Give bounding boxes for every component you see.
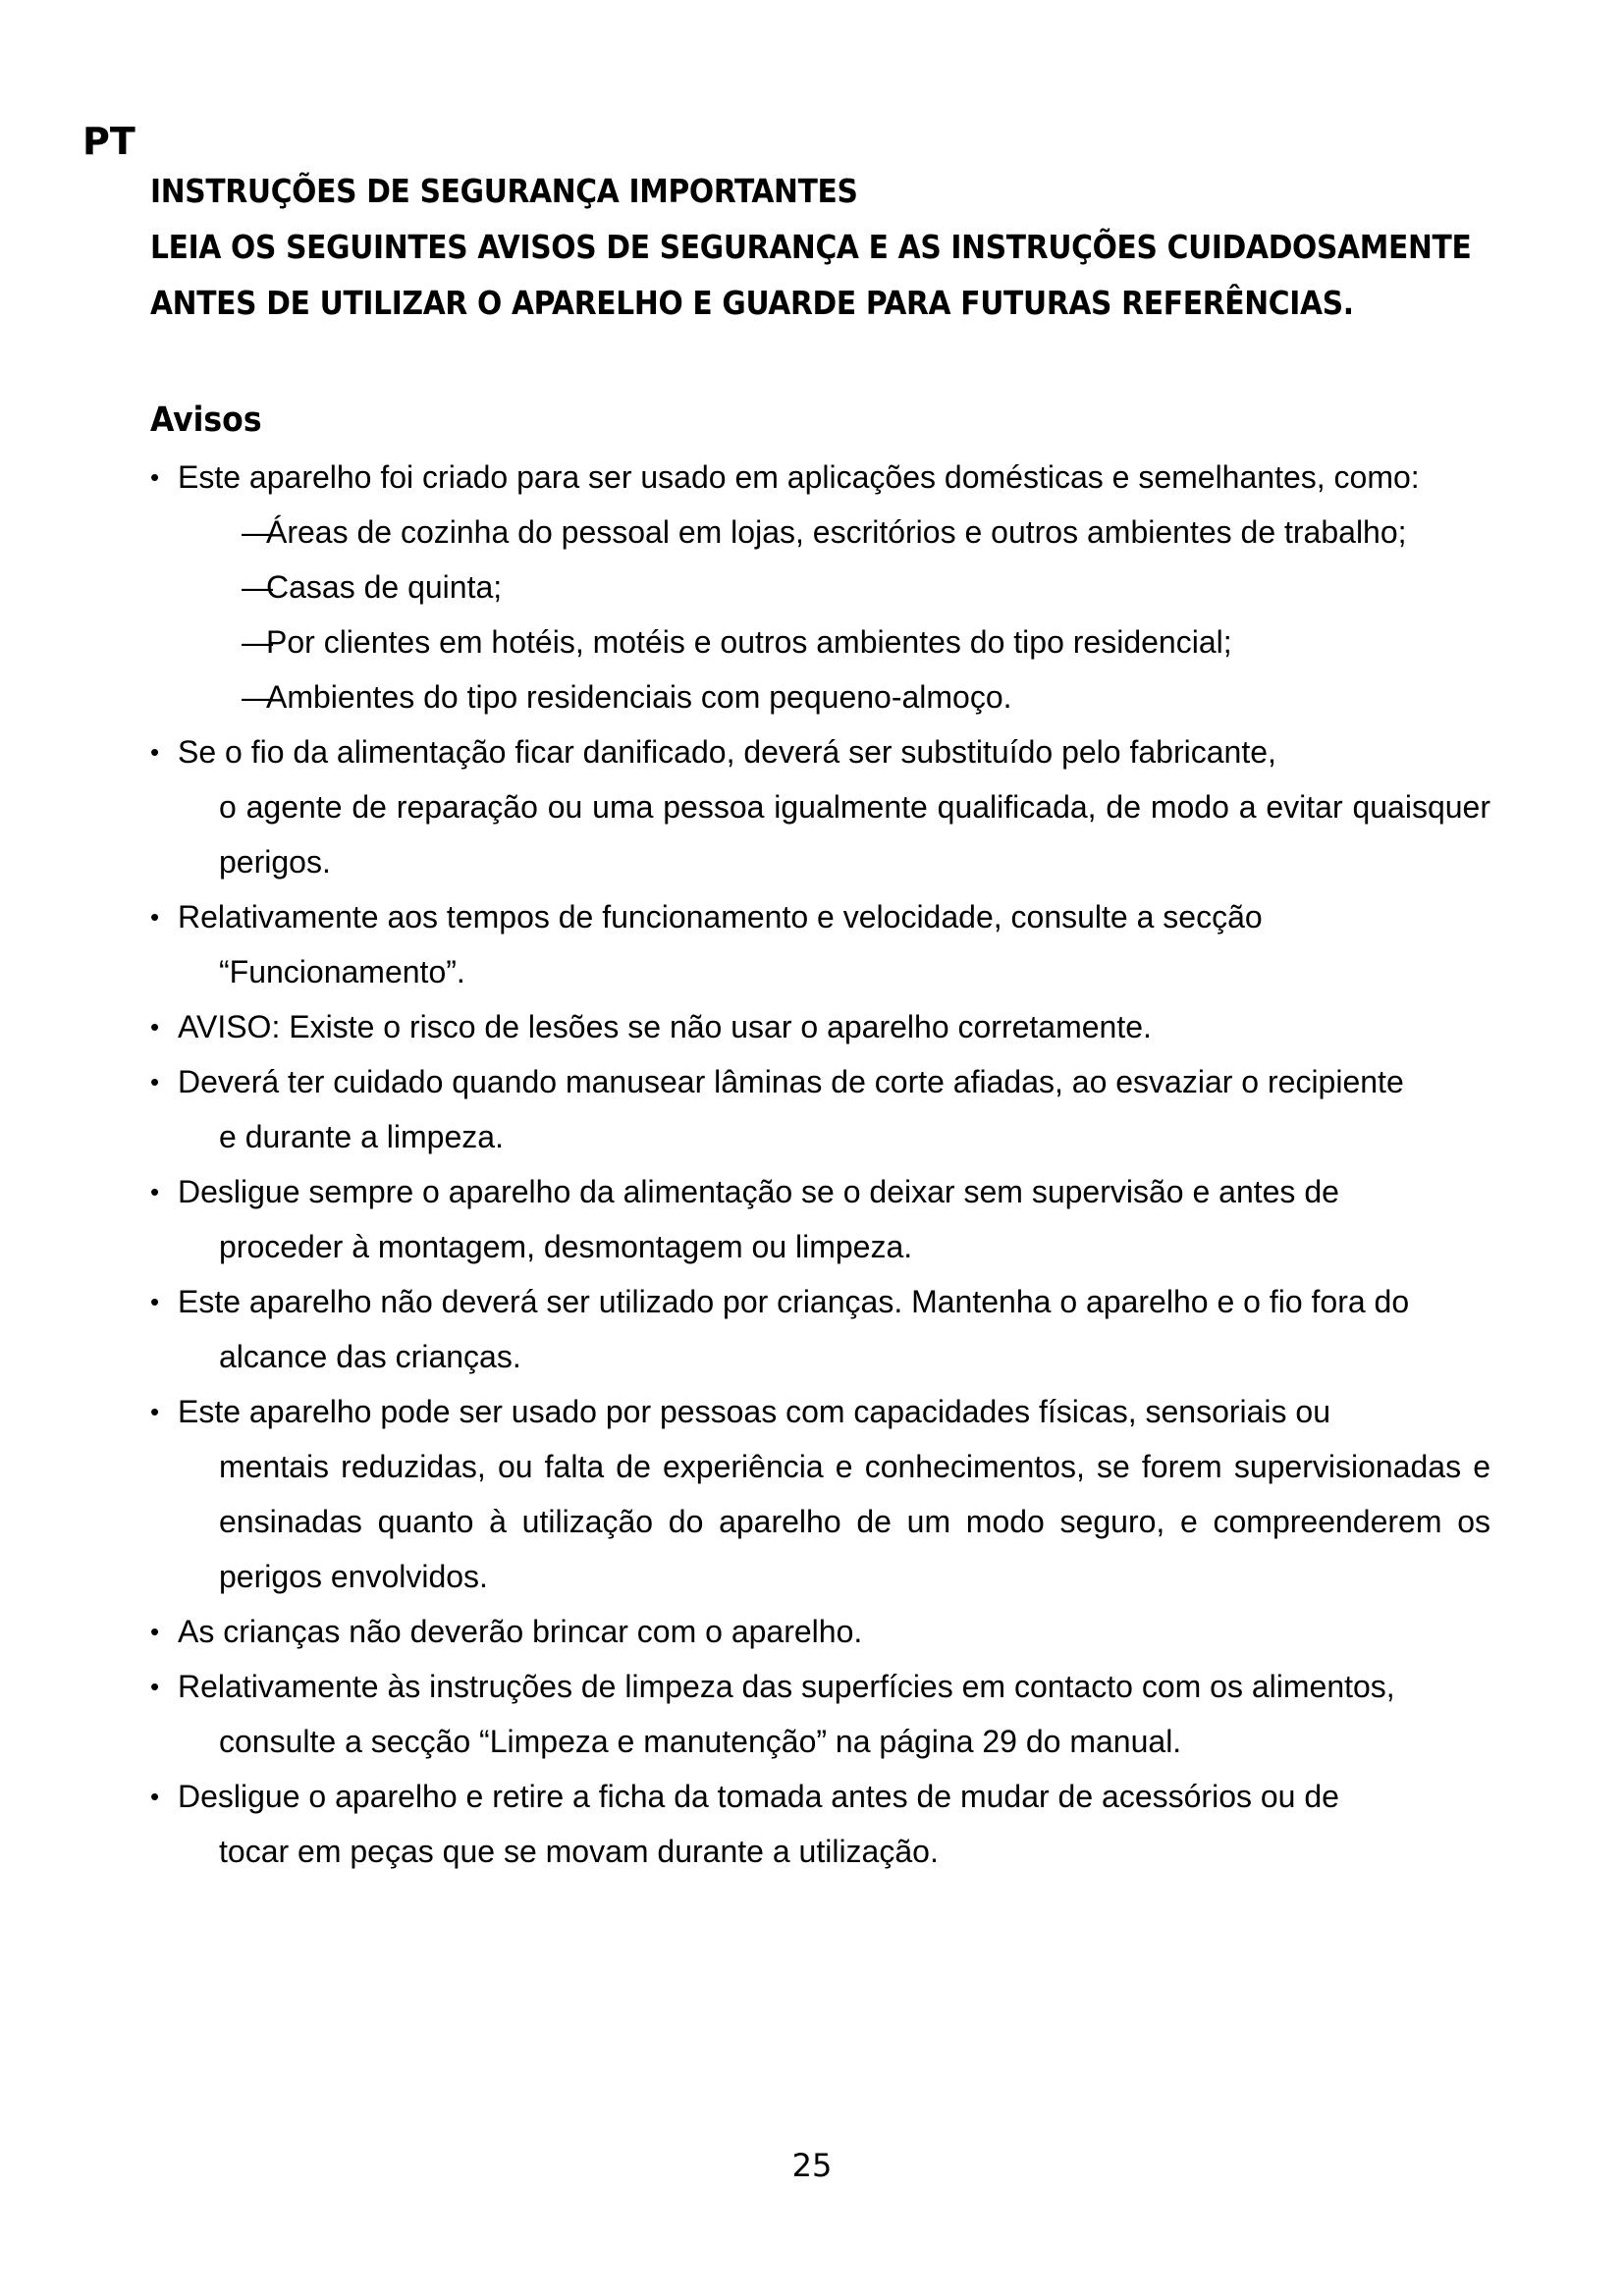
warning-first-line: AVISO: Existe o risco de lesões se não usar o aparelho corretamente. — [178, 1009, 1152, 1044]
bullet-icon: • — [150, 737, 160, 767]
header-line: INSTRUÇÕES DE SEGURANÇA IMPORTANTES — [150, 172, 858, 210]
warning-continuation: e durante a limpeza. — [219, 1119, 504, 1154]
warning-text — [178, 1054, 1490, 1164]
warning-text — [178, 1604, 1490, 1659]
warning-item — [150, 889, 1490, 999]
warning-item — [150, 1274, 1490, 1384]
warning-text — [178, 999, 1490, 1054]
header-line: LEIA OS SEGUINTES AVISOS DE SEGURANÇA E AS INSTRUÇÕES CUIDADOSAMENTE — [150, 228, 1472, 266]
warning-item — [150, 450, 1490, 724]
warning-item — [150, 1384, 1490, 1604]
dash-icon: — — [242, 514, 273, 550]
language-tag: PT — [82, 120, 135, 163]
sub-item-text: Casas de quinta; — [266, 569, 503, 605]
warning-first-line: As crianças não deverão brincar com o aparelho. — [178, 1614, 863, 1649]
warning-text — [178, 1659, 1490, 1769]
sub-item — [178, 505, 1490, 560]
warning-item — [150, 1604, 1490, 1659]
warning-first-line: Deverá ter cuidado quando manusear lâminas de corte afiadas, ao esvaziar o recipiente — [178, 1064, 1404, 1099]
dash-icon: — — [242, 679, 273, 715]
bullet-icon: • — [150, 1617, 160, 1646]
section-title: Avisos — [150, 400, 262, 440]
dash-icon: — — [242, 624, 273, 660]
warning-continuation: tocar em peças que se movam durante a utilização. — [219, 1834, 939, 1869]
warning-first-line: Relativamente aos tempos de funcionamento e velocidade, consulte a secção — [178, 899, 1263, 934]
sub-item — [178, 669, 1490, 724]
safety-header — [150, 163, 1544, 331]
page-number: 25 — [791, 2147, 833, 2184]
warnings-list — [150, 450, 1490, 1879]
warning-continuation: mentais reduzidas, ou falta de experiência e conhecimentos, se forem supervisionadas e ensinadas quanto à utilização do aparelho de um modo seguro, e compreenderem os perigos envolvidos. — [219, 1449, 1490, 1594]
sub-item — [178, 614, 1490, 669]
bullet-icon: • — [150, 1672, 160, 1701]
sub-item-text: Por clientes em hotéis, motéis e outros ambientes do tipo residencial; — [266, 624, 1232, 660]
warning-continuation: o agente de reparação ou uma pessoa igualmente qualificada, de modo a evitar quaisquer perigos. — [219, 789, 1490, 880]
warning-item — [150, 724, 1490, 889]
warning-text — [178, 889, 1490, 999]
sub-item — [178, 560, 1490, 614]
warning-item — [150, 1769, 1490, 1879]
warning-first-line: Desligue o aparelho e retire a ficha da tomada antes de mudar de acessórios ou de — [178, 1779, 1339, 1814]
bullet-icon: • — [150, 1287, 160, 1316]
warning-first-line: Este aparelho não deverá ser utilizado por crianças. Mantenha o aparelho e o fio fora do — [178, 1284, 1410, 1319]
warning-item — [150, 1164, 1490, 1274]
warning-first-line: Desligue sempre o aparelho da alimentação se o deixar sem supervisão e antes de — [178, 1174, 1339, 1209]
warning-continuation: “Funcionamento”. — [219, 954, 465, 989]
warning-continuation: consulte a secção “Limpeza e manutenção” na página 29 do manual. — [219, 1724, 1182, 1759]
bullet-icon: • — [150, 902, 160, 932]
bullet-icon: • — [150, 1177, 160, 1206]
bullet-icon: • — [150, 462, 160, 492]
dash-icon: — — [242, 569, 273, 605]
warning-item — [150, 1054, 1490, 1164]
warning-continuation: alcance das crianças. — [219, 1339, 521, 1374]
bullet-icon: • — [150, 1067, 160, 1096]
bullet-icon: • — [150, 1782, 160, 1811]
warning-text — [178, 450, 1490, 505]
header-line: ANTES DE UTILIZAR O APARELHO E GUARDE PARA FUTURAS REFERÊNCIAS. — [150, 284, 1354, 322]
bullet-icon: • — [150, 1397, 160, 1426]
warning-first-line: Relativamente às instruções de limpeza das superfícies em contacto com os alimentos, — [178, 1669, 1395, 1704]
warning-first-line: Se o fio da alimentação ficar danificado, deverá ser substituído pelo fabricante, — [178, 734, 1276, 770]
warning-text — [178, 1769, 1490, 1879]
warning-item — [150, 1659, 1490, 1769]
warning-first-line: Este aparelho pode ser usado por pessoas com capacidades físicas, sensoriais ou — [178, 1394, 1331, 1429]
warning-continuation: proceder à montagem, desmontagem ou limpeza. — [219, 1229, 913, 1264]
sub-item-text: Ambientes do tipo residenciais com pequeno-almoço. — [266, 679, 1012, 715]
warning-text — [178, 724, 1490, 889]
bullet-icon: • — [150, 1012, 160, 1041]
warning-text — [178, 1274, 1490, 1384]
warning-item — [150, 999, 1490, 1054]
sub-item-text: Áreas de cozinha do pessoal em lojas, escritórios e outros ambientes de trabalho; — [266, 514, 1407, 550]
warning-text — [178, 1384, 1490, 1604]
warning-text — [178, 1164, 1490, 1274]
warning-first-line: Este aparelho foi criado para ser usado em aplicações domésticas e semelhantes, como: — [178, 459, 1420, 495]
